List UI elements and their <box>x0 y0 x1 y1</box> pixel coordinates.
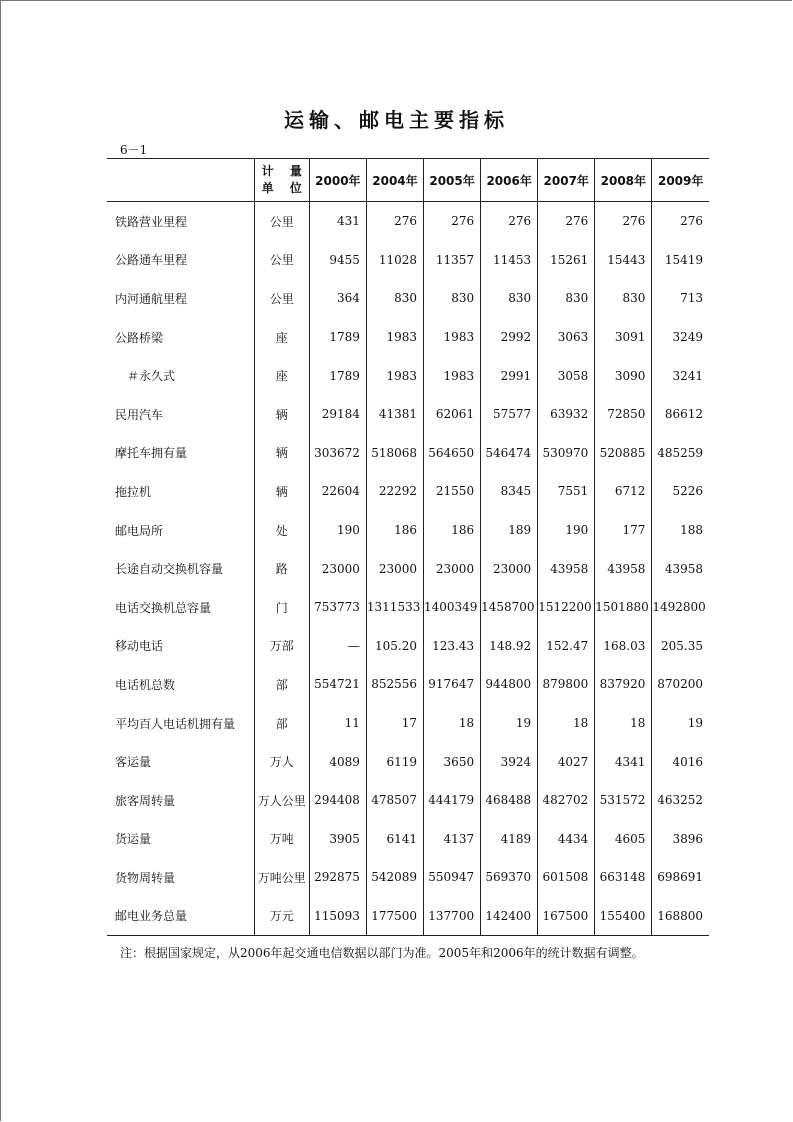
cell-value: 830 <box>424 279 481 318</box>
row-unit: 部 <box>254 704 309 743</box>
cell-value: 1311533 <box>366 588 423 627</box>
cell-value: 2992 <box>481 318 538 357</box>
table-row <box>107 781 709 820</box>
cell-value: 3241 <box>652 356 709 395</box>
row-unit: 万部 <box>254 627 309 666</box>
cell-value: 485259 <box>652 434 709 473</box>
cell-value: 870200 <box>652 665 709 704</box>
cell-value: 1983 <box>366 356 423 395</box>
cell-value: 830 <box>481 279 538 318</box>
cell-value: 917647 <box>424 665 481 704</box>
cell-value: 43958 <box>652 549 709 588</box>
table-body <box>107 202 709 936</box>
cell-value: 7551 <box>538 472 595 511</box>
cell-value: 1400349 <box>424 588 481 627</box>
table-row <box>107 472 709 511</box>
table-row <box>107 511 709 550</box>
cell-value: 601508 <box>538 858 595 897</box>
table-row <box>107 897 709 936</box>
table-row <box>107 241 709 280</box>
cell-value: 6712 <box>595 472 652 511</box>
row-label: 旅客周转量 <box>115 793 176 808</box>
table-number: 6－1 <box>120 143 148 157</box>
row-label: 拖拉机 <box>115 484 152 499</box>
cell-value: 168800 <box>652 897 709 936</box>
cell-value: 15419 <box>652 241 709 280</box>
table-row <box>107 665 709 704</box>
cell-value: 148.92 <box>481 627 538 666</box>
cell-value: 186 <box>424 511 481 550</box>
cell-value: 4341 <box>595 742 652 781</box>
table-row <box>107 742 709 781</box>
cell-value: 468488 <box>481 781 538 820</box>
cell-value: 9455 <box>309 241 366 280</box>
row-unit: 辆 <box>254 434 309 473</box>
cell-value: 546474 <box>481 434 538 473</box>
header-item-blank <box>107 159 254 202</box>
row-unit: 万人 <box>254 742 309 781</box>
cell-value: 43958 <box>595 549 652 588</box>
cell-value: 463252 <box>652 781 709 820</box>
cell-value: 3924 <box>481 742 538 781</box>
cell-value: 8345 <box>481 472 538 511</box>
cell-value: 944800 <box>481 665 538 704</box>
cell-value: 23000 <box>424 549 481 588</box>
cell-value: 18 <box>538 704 595 743</box>
cell-value: 11028 <box>366 241 423 280</box>
cell-value: 11357 <box>424 241 481 280</box>
table-header-row <box>107 159 709 202</box>
cell-value: 663148 <box>595 858 652 897</box>
cell-value: 23000 <box>309 549 366 588</box>
cell-value: 531572 <box>595 781 652 820</box>
cell-value: 17 <box>366 704 423 743</box>
cell-value: 852556 <box>366 665 423 704</box>
cell-value: 713 <box>652 279 709 318</box>
table-row <box>107 704 709 743</box>
cell-value: 205.35 <box>652 627 709 666</box>
cell-value: 431 <box>309 202 366 241</box>
header-year: 2000年 <box>309 159 366 202</box>
table-row <box>107 279 709 318</box>
cell-value: 86612 <box>652 395 709 434</box>
cell-value: 1501880 <box>595 588 652 627</box>
row-unit: 座 <box>254 356 309 395</box>
header-unit <box>254 159 309 202</box>
cell-value: 292875 <box>309 858 366 897</box>
cell-value: 564650 <box>424 434 481 473</box>
cell-value: 188 <box>652 511 709 550</box>
row-label: 邮电局所 <box>115 523 164 538</box>
cell-value: 4434 <box>538 820 595 859</box>
cell-value: 830 <box>595 279 652 318</box>
cell-value: 167500 <box>538 897 595 936</box>
cell-value: 23000 <box>481 549 538 588</box>
cell-value: 168.03 <box>595 627 652 666</box>
cell-value: 276 <box>481 202 538 241</box>
row-label: 公路通车里程 <box>115 253 188 268</box>
cell-value: 4089 <box>309 742 366 781</box>
cell-value: 1492800 <box>652 588 709 627</box>
table-row <box>107 202 709 241</box>
cell-value: 530970 <box>538 434 595 473</box>
row-label: 电话机总数 <box>115 677 176 692</box>
row-unit: 万元 <box>254 897 309 936</box>
header-year: 2004年 <box>366 159 423 202</box>
row-unit: 门 <box>254 588 309 627</box>
cell-value: 137700 <box>424 897 481 936</box>
cell-value: 1512200 <box>538 588 595 627</box>
cell-value: 5226 <box>652 472 709 511</box>
cell-value: 21550 <box>424 472 481 511</box>
cell-value: 115093 <box>309 897 366 936</box>
cell-value: 1983 <box>366 318 423 357</box>
cell-value: 142400 <box>481 897 538 936</box>
cell-value: 830 <box>366 279 423 318</box>
cell-value: 3058 <box>538 356 595 395</box>
cell-value: 6141 <box>366 820 423 859</box>
cell-value: 29184 <box>309 395 366 434</box>
row-label: 长途自动交换机容量 <box>115 562 224 577</box>
cell-value: 276 <box>595 202 652 241</box>
cell-value: 3249 <box>652 318 709 357</box>
cell-value: 276 <box>366 202 423 241</box>
header-year: 2009年 <box>652 159 709 202</box>
cell-value: 22604 <box>309 472 366 511</box>
header-unit-line1: 计 量 <box>261 164 308 178</box>
cell-value: 879800 <box>538 665 595 704</box>
cell-value: 3090 <box>595 356 652 395</box>
cell-value: 2991 <box>481 356 538 395</box>
header-year: 2007年 <box>538 159 595 202</box>
cell-value: 63932 <box>538 395 595 434</box>
cell-value: 753773 <box>309 588 366 627</box>
cell-value: 542089 <box>366 858 423 897</box>
row-unit: 公里 <box>254 202 309 241</box>
cell-value: 11 <box>309 704 366 743</box>
table-row <box>107 434 709 473</box>
cell-value: 18 <box>595 704 652 743</box>
cell-value: 18 <box>424 704 481 743</box>
cell-value: 23000 <box>366 549 423 588</box>
cell-value: 276 <box>538 202 595 241</box>
cell-value: 276 <box>424 202 481 241</box>
cell-value: 186 <box>366 511 423 550</box>
row-label: 货物周转量 <box>115 870 176 885</box>
cell-value: 4027 <box>538 742 595 781</box>
cell-value: 15443 <box>595 241 652 280</box>
row-label: 电话交换机总容量 <box>115 600 212 615</box>
cell-value: 482702 <box>538 781 595 820</box>
cell-value: 294408 <box>309 781 366 820</box>
cell-value: 837920 <box>595 665 652 704</box>
cell-value: 190 <box>538 511 595 550</box>
cell-value: 3091 <box>595 318 652 357</box>
cell-value: 6119 <box>366 742 423 781</box>
row-unit: 部 <box>254 665 309 704</box>
row-unit: 公里 <box>254 279 309 318</box>
row-label: 客运量 <box>115 755 152 770</box>
cell-value: 3896 <box>652 820 709 859</box>
row-label: 移动电话 <box>115 639 164 654</box>
cell-value: 1983 <box>424 318 481 357</box>
row-label: 铁路营业里程 <box>115 214 188 229</box>
cell-value: 303672 <box>309 434 366 473</box>
header-unit-line2: 单 位 <box>261 181 308 195</box>
cell-value: 11453 <box>481 241 538 280</box>
row-label: 货运量 <box>115 832 152 847</box>
cell-value: 57577 <box>481 395 538 434</box>
header-year: 2008年 <box>595 159 652 202</box>
cell-value: 43958 <box>538 549 595 588</box>
cell-value: 364 <box>309 279 366 318</box>
cell-value: 4189 <box>481 820 538 859</box>
cell-value: 19 <box>652 704 709 743</box>
row-label: 民用汽车 <box>115 407 164 422</box>
row-unit: 公里 <box>254 241 309 280</box>
row-unit: 万吨公里 <box>254 858 309 897</box>
table-row <box>107 820 709 859</box>
row-unit: 路 <box>254 549 309 588</box>
cell-value: 72850 <box>595 395 652 434</box>
cell-value: 1789 <box>309 318 366 357</box>
row-unit: 辆 <box>254 395 309 434</box>
row-label: 摩托车拥有量 <box>115 446 188 461</box>
cell-value: 520885 <box>595 434 652 473</box>
table-row <box>107 858 709 897</box>
cell-value: 19 <box>481 704 538 743</box>
cell-value: 518068 <box>366 434 423 473</box>
header-year: 2005年 <box>424 159 481 202</box>
cell-value: 3650 <box>424 742 481 781</box>
row-label: 平均百人电话机拥有量 <box>115 716 236 731</box>
row-unit: 辆 <box>254 472 309 511</box>
cell-value: 105.20 <box>366 627 423 666</box>
row-unit: 万吨 <box>254 820 309 859</box>
table-row <box>107 356 709 395</box>
cell-value: 177 <box>595 511 652 550</box>
cell-value: 155400 <box>595 897 652 936</box>
cell-value: 478507 <box>366 781 423 820</box>
row-label: 邮电业务总量 <box>107 897 254 936</box>
row-unit: 万人公里 <box>254 781 309 820</box>
cell-value: — <box>309 627 366 666</box>
page-title: 运输、邮电主要指标 <box>284 108 509 132</box>
cell-value: 3063 <box>538 318 595 357</box>
cell-value: 15261 <box>538 241 595 280</box>
cell-value: 41381 <box>366 395 423 434</box>
cell-value: 177500 <box>366 897 423 936</box>
cell-value: 4137 <box>424 820 481 859</box>
table-row <box>107 395 709 434</box>
table-row <box>107 318 709 357</box>
footnote: 注：根据国家规定，从2006年起交通电信数据以部门为准。2005年和2006年的统计数据有调整。 <box>120 946 644 960</box>
cell-value: 444179 <box>424 781 481 820</box>
cell-value: 1789 <box>309 356 366 395</box>
cell-value: 3905 <box>309 820 366 859</box>
cell-value: 569370 <box>481 858 538 897</box>
row-unit: 座 <box>254 318 309 357</box>
row-label: 公路桥梁 <box>115 330 164 345</box>
cell-value: 152.47 <box>538 627 595 666</box>
cell-value: 189 <box>481 511 538 550</box>
cell-value: 62061 <box>424 395 481 434</box>
row-label: ＃永久式 <box>127 369 176 384</box>
cell-value: 22292 <box>366 472 423 511</box>
cell-value: 276 <box>652 202 709 241</box>
cell-value: 1983 <box>424 356 481 395</box>
row-label: 内河通航里程 <box>115 291 188 306</box>
table-row <box>107 549 709 588</box>
cell-value: 830 <box>538 279 595 318</box>
cell-value: 698691 <box>652 858 709 897</box>
cell-value: 190 <box>309 511 366 550</box>
cell-value: 554721 <box>309 665 366 704</box>
cell-value: 1458700 <box>481 588 538 627</box>
header-year: 2006年 <box>481 159 538 202</box>
table-row <box>107 588 709 627</box>
table-row <box>107 627 709 666</box>
cell-value: 550947 <box>424 858 481 897</box>
indicators-table <box>107 158 709 936</box>
cell-value: 4016 <box>652 742 709 781</box>
row-unit: 处 <box>254 511 309 550</box>
cell-value: 4605 <box>595 820 652 859</box>
cell-value: 123.43 <box>424 627 481 666</box>
